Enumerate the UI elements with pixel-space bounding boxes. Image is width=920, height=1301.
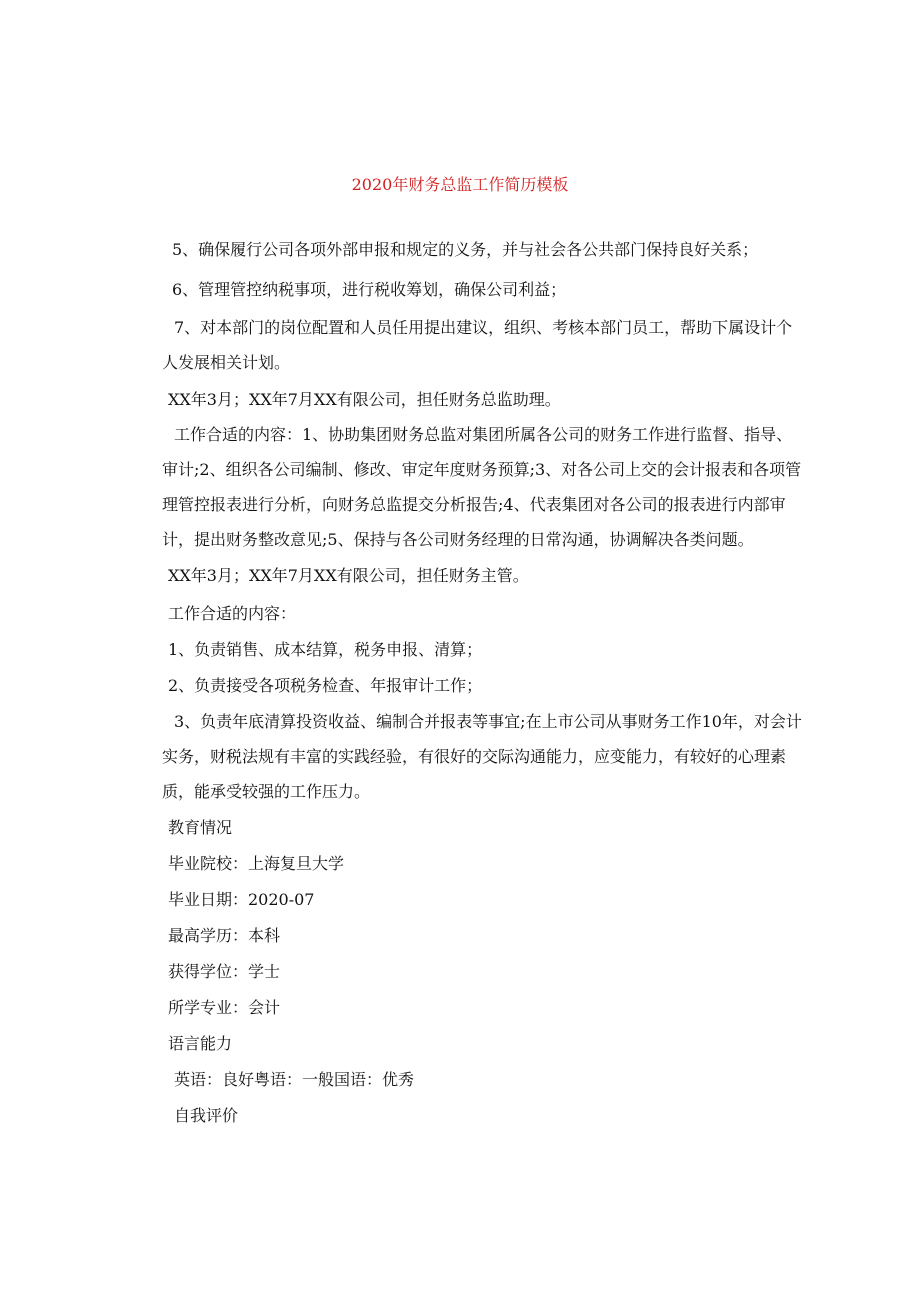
- paragraph-duty-6: 6、管理管控纳税事项，进行税收筹划，确保公司利益；: [172, 280, 567, 299]
- education-major: 所学专业：会计: [168, 998, 281, 1017]
- education-school: 毕业院校：上海复旦大学: [168, 854, 345, 873]
- paragraph-task-2: 2、负责接受各项税务检查、年报审计工作；: [168, 676, 483, 695]
- education-degree: 获得学位：学士: [168, 962, 281, 981]
- heading-self-evaluation: 自我评价: [174, 1106, 239, 1125]
- language-skills: 英语：良好粤语：一般国语：优秀: [174, 1070, 415, 1089]
- paragraph-job-assistant-content: 工作合适的内容：1、协助集团财务总监对集团所属各公司的财务工作进行监督、指导、审计;2、组织各公司编制、修改、审定年度财务预算;3、对各公司上交的会计报表和各项管理管控报表进行分析，向财务总监提交分析报告;4、代表集团对各公司的报表进行内部审计，提出财务整改意见;5、保持与各公司财务经理的日常沟通，协调解决各类问题。: [162, 425, 802, 549]
- paragraph-task-1: 1、负责销售、成本结算，税务申报、清算；: [168, 640, 483, 659]
- document-title: 2020年财务总监工作简历模板: [351, 175, 569, 194]
- paragraph-job-supervisor: XX年3月；XX年7月XX有限公司，担任财务主管。: [168, 566, 529, 585]
- paragraph-work-content-label: 工作合适的内容：: [168, 604, 297, 623]
- paragraph-task-3: 3、负责年底清算投资收益、编制合并报表等事宜;在上市公司从事财务工作10年，对会计实务，财税法规有丰富的实践经验，有很好的交际沟通能力，应变能力，有较好的心理素质，能承受较强的工作压力。: [162, 712, 802, 801]
- paragraph-duty-5: 5、确保履行公司各项外部申报和规定的义务，并与社会各公共部门保持良好关系；: [172, 240, 759, 259]
- heading-language: 语言能力: [168, 1034, 233, 1053]
- heading-education: 教育情况: [168, 818, 233, 837]
- paragraph-duty-7: 7、对本部门的岗位配置和人员任用提出建议，组织、考核本部门员工，帮助下属设计个人发展相关计划。: [162, 318, 793, 372]
- paragraph-job-assistant: XX年3月；XX年7月XX有限公司，担任财务总监助理。: [168, 390, 561, 409]
- education-graduation-date: 毕业日期：2020-07: [168, 890, 315, 909]
- education-degree-level: 最高学历：本科: [168, 926, 281, 945]
